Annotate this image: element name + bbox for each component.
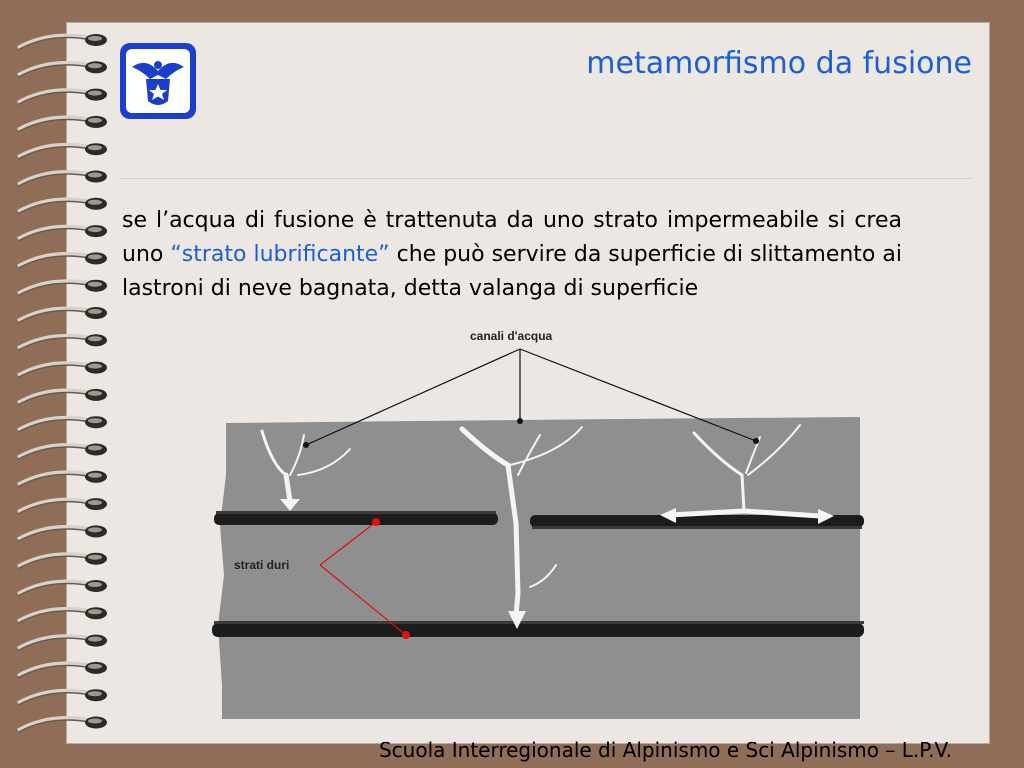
spiral-ring xyxy=(18,691,92,703)
spiral-ring xyxy=(18,500,92,512)
spiral-ring xyxy=(18,36,92,48)
club-logo-icon xyxy=(120,43,196,119)
spiral-ring xyxy=(18,418,92,430)
body-text-end: che può servire da superficie di slittamento ai lastroni di neve bagnata, detta valanga di superficie xyxy=(122,242,902,301)
spiral-ring xyxy=(18,227,92,239)
spiral-ring xyxy=(18,281,92,293)
body-text-highlight: “strato lubrificante” xyxy=(170,242,390,267)
spiral-ring xyxy=(18,609,92,621)
channel-pointer-dot xyxy=(517,418,523,424)
channel-pointer-dot xyxy=(753,438,759,444)
spiral-ring xyxy=(18,199,92,211)
slide-title: metamorfismo da fusione xyxy=(586,46,972,81)
spiral-ring xyxy=(18,63,92,75)
spiral-ring xyxy=(18,472,92,484)
spiral-ring xyxy=(18,254,92,266)
spiral-ring xyxy=(18,172,92,184)
channel-pointer-dot xyxy=(303,442,309,448)
spiral-ring xyxy=(18,554,92,566)
channels-label: canali d'acqua xyxy=(470,329,553,343)
layer-pointer-dot xyxy=(402,631,410,639)
spiral-ring xyxy=(18,445,92,457)
layer-pointer-dot xyxy=(372,518,380,526)
spiral-ring xyxy=(18,145,92,157)
slide-footer: Scuola Interregionale di Alpinismo e Sci Alpinismo – L.P.V. xyxy=(378,738,952,762)
spiral-ring xyxy=(18,117,92,129)
hard-layer-lower xyxy=(212,621,864,637)
title-divider xyxy=(120,178,972,179)
spiral-binding-icon xyxy=(0,0,120,768)
spiral-ring xyxy=(18,390,92,402)
body-text-start: se l’acqua di fusione è trattenuta da uno strato impermeabile si crea uno xyxy=(122,208,902,267)
snowpack-diagram xyxy=(200,325,880,725)
spiral-ring xyxy=(18,90,92,102)
spiral-ring xyxy=(18,582,92,594)
spiral-ring xyxy=(18,718,92,730)
spiral-ring xyxy=(18,663,92,675)
spiral-ring xyxy=(18,309,92,321)
spiral-ring xyxy=(18,636,92,648)
spiral-ring xyxy=(18,363,92,375)
spiral-ring xyxy=(18,336,92,348)
slide-body-text xyxy=(122,204,902,306)
spiral-ring xyxy=(18,527,92,539)
layers-label: strati duri xyxy=(234,558,290,572)
